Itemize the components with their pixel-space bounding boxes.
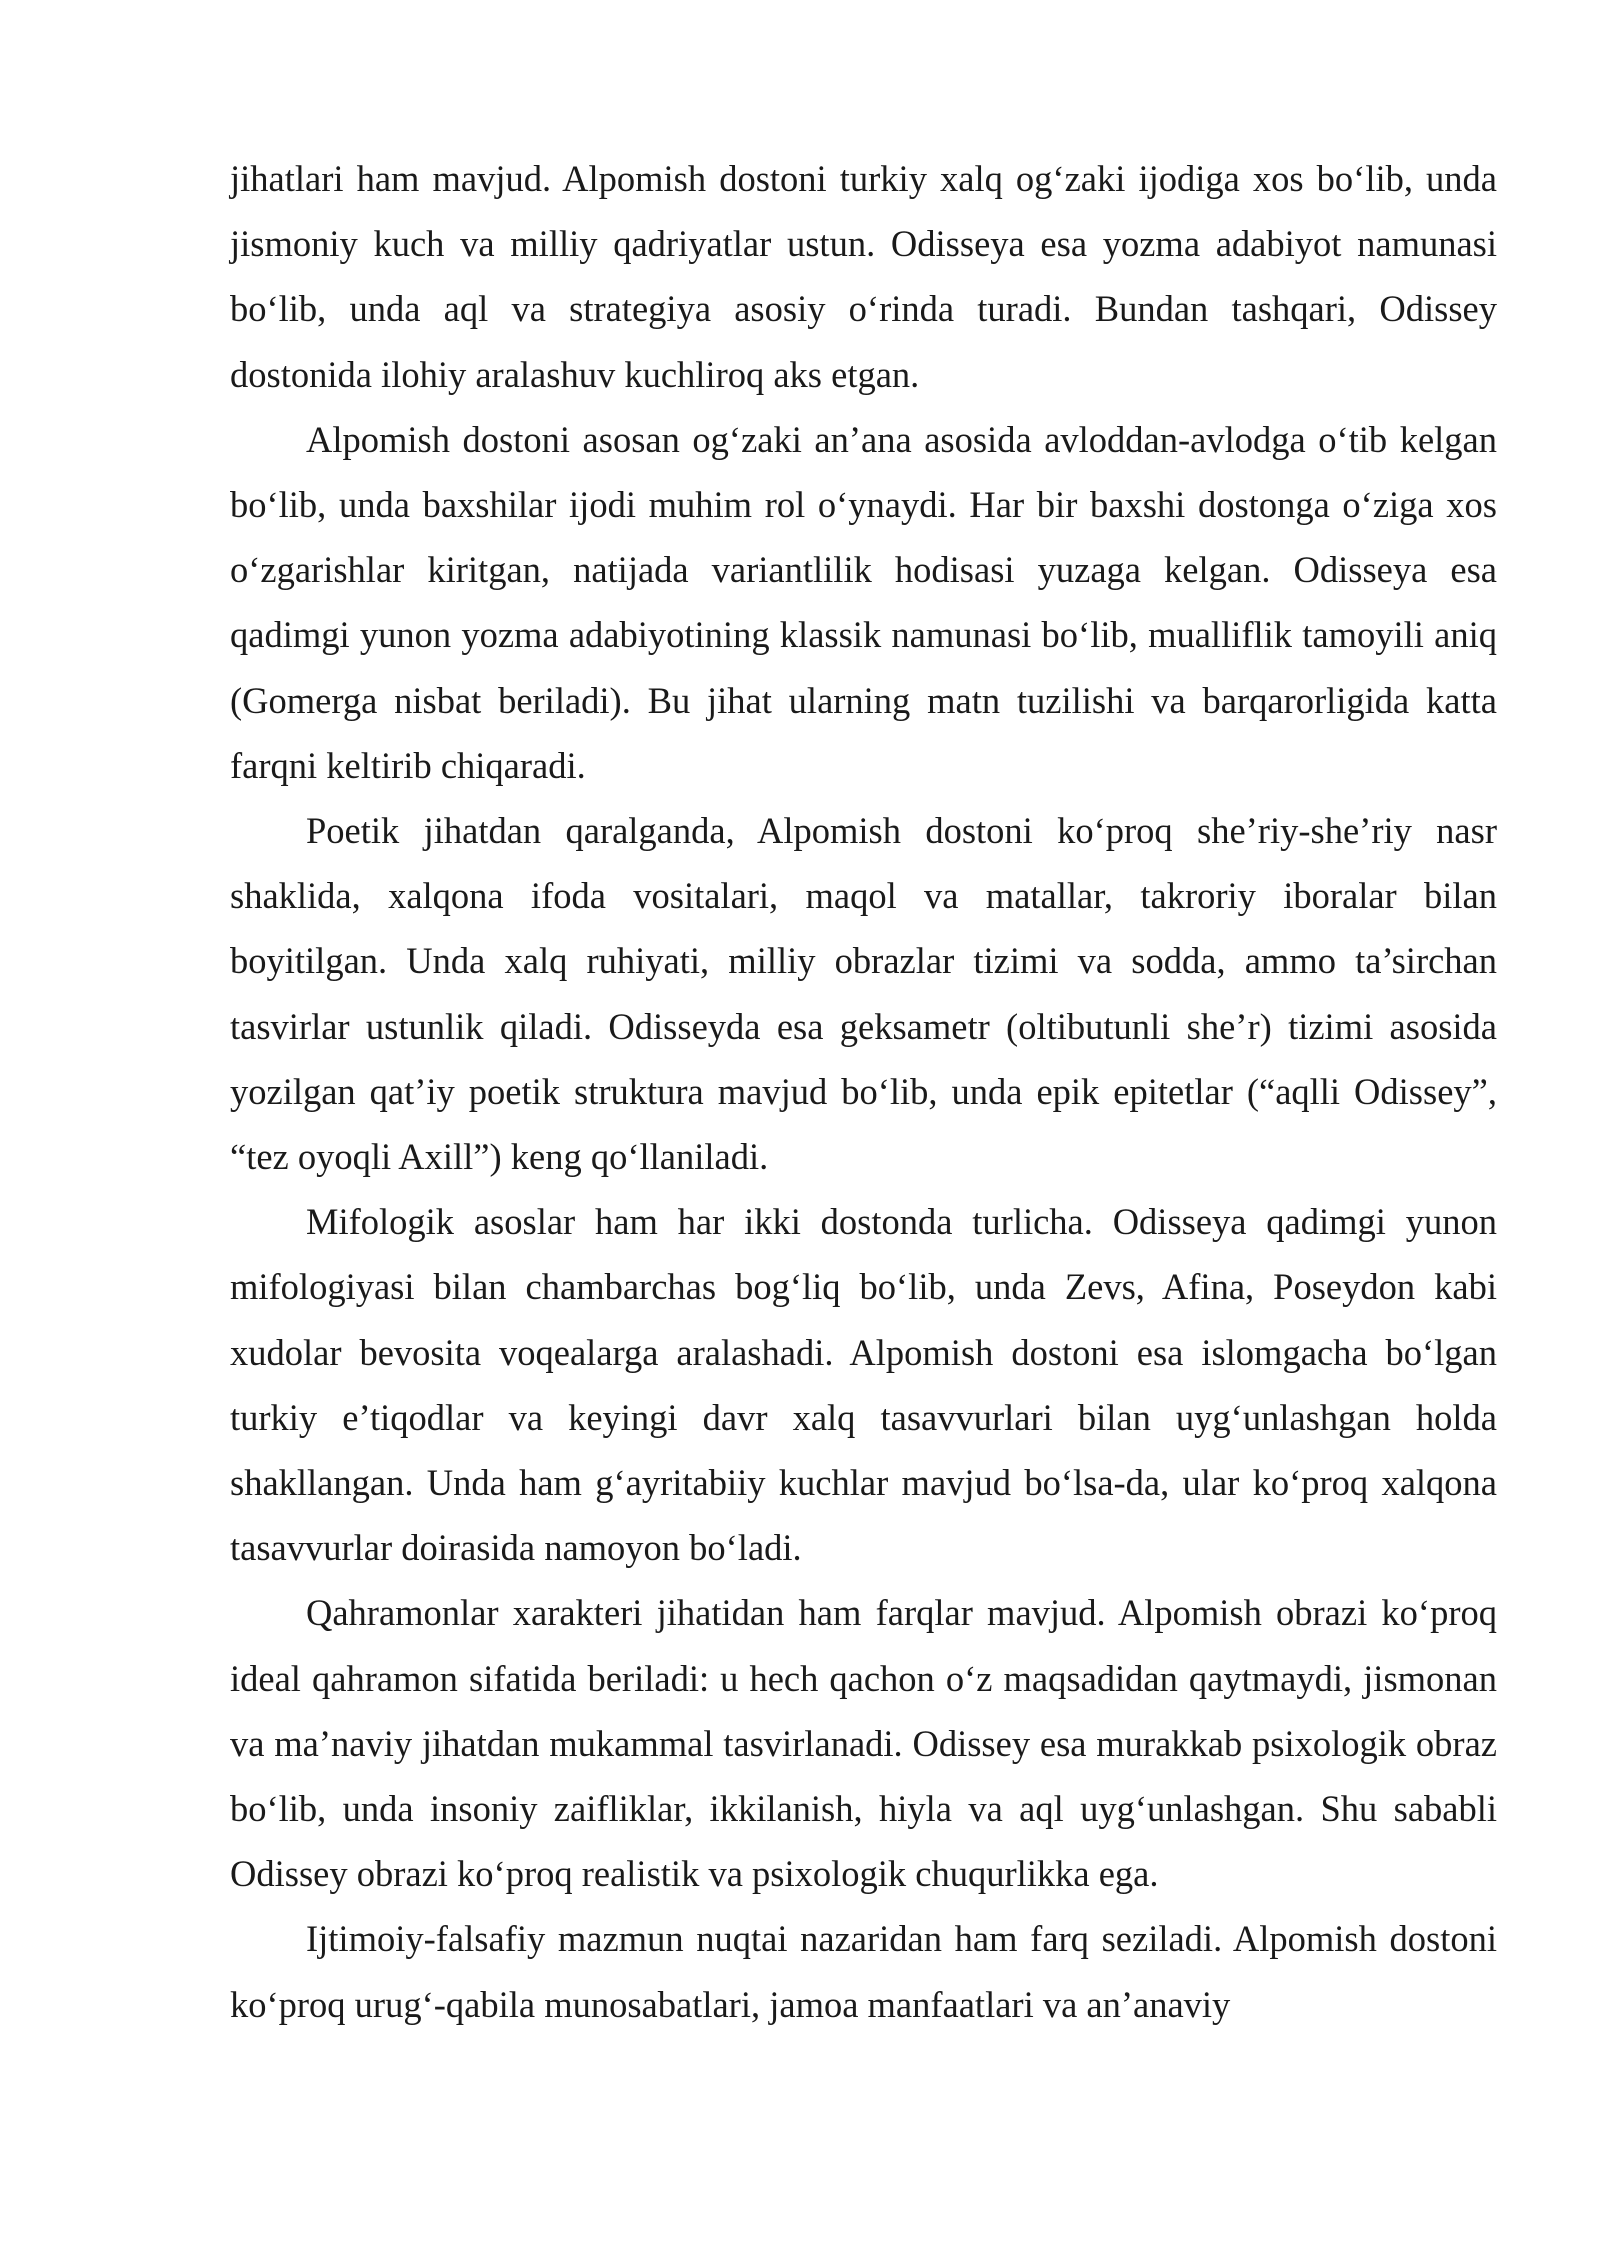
paragraph-oral-tradition: Alpomish dostoni asosan og‘zaki an’ana asosida avloddan-avlodga o‘tib kelgan bo‘lib, unda baxshilar ijodi muhim rol o‘ynaydi. Har bir baxshi dostonga o‘ziga xos o‘zgarishlar kiritgan, natijada variantlilik hodisasi yuzaga kelgan. Odisseya esa qadimgi yunon yozma adabiyotining klassik namunasi bo‘lib, mualliflik tamoyili aniq (Gomerga nisbat beriladi). Bu jihat ularning matn tuzilishi va barqarorligida katta farqni keltirib chiqaradi. (230, 418, 1497, 786)
body-text (230, 146, 1497, 2037)
paragraph-social-philosophy: Ijtimoiy-falsafiy mazmun nuqtai nazaridan ham farq seziladi. Alpomish dostoni ko‘proq urug‘-qabila munosabatlari, jamoa manfaatlari va an’anaviy (230, 1918, 1497, 2025)
paragraph-mythology: Mifologik asoslar ham har ikki dostonda turlicha. Odisseya qadimgi yunon mifologiyasi bilan chambarchas bog‘liq bo‘lib, unda Zevs, Afina, Poseydon kabi xudolar bevosita voqealarga aralashadi. Alpomish dostoni esa islomgacha bo‘lgan turkiy e’tiqodlar va keyingi davr xalq tasavvurlari bilan uyg‘unlashgan holda shakllangan. Unda ham g‘ayritabiiy kuchlar mavjud bo‘lsa-da, ular ko‘proq xalqona tasavvurlar doirasida namoyon bo‘ladi. (230, 1201, 1497, 1569)
paragraph-continued: jihatlari ham mavjud. Alpomish dostoni turkiy xalq og‘zaki ijodiga xos bo‘lib, unda jismoniy kuch va milliy qadriyatlar ustun. Odisseya esa yozma adabiyot namunasi bo‘lib, unda aql va strategiya asosiy o‘rinda turadi. Bundan tashqari, Odissey dostonida ilohiy aralashuv kuchliroq aks etgan. (230, 158, 1497, 395)
paragraph-heroes: Qahramonlar xarakteri jihatidan ham farqlar mavjud. Alpomish obrazi ko‘proq ideal qahramon sifatida beriladi: u hech qachon o‘z maqsadidan qaytmaydi, jismonan va ma’naviy jihatdan mukammal tasvirlanadi. Odissey esa murakkab psixologik obraz bo‘lib, unda insoniy zaifliklar, ikkilanish, hiyla va aql uyg‘unlashgan. Shu sababli Odissey obrazi ko‘proq realistik va psixologik chuqurlikka ega. (230, 1592, 1497, 1895)
paragraph-poetics: Poetik jihatdan qaralganda, Alpomish dostoni ko‘proq she’riy-she’riy nasr shaklida, xalqona ifoda vositalari, maqol va matallar, takroriy iboralar bilan boyitilgan. Unda xalq ruhiyati, milliy obrazlar tizimi va sodda, ammo ta’sirchan tasvirlar ustunlik qiladi. Odisseyda esa geksametr (oltibutunli she’r) tizimi asosida yozilgan qat’iy poetik struktura mavjud bo‘lib, unda epik epitetlar (“aqlli Odissey”, “tez oyoqli Axill”) keng qo‘llaniladi. (230, 810, 1497, 1178)
